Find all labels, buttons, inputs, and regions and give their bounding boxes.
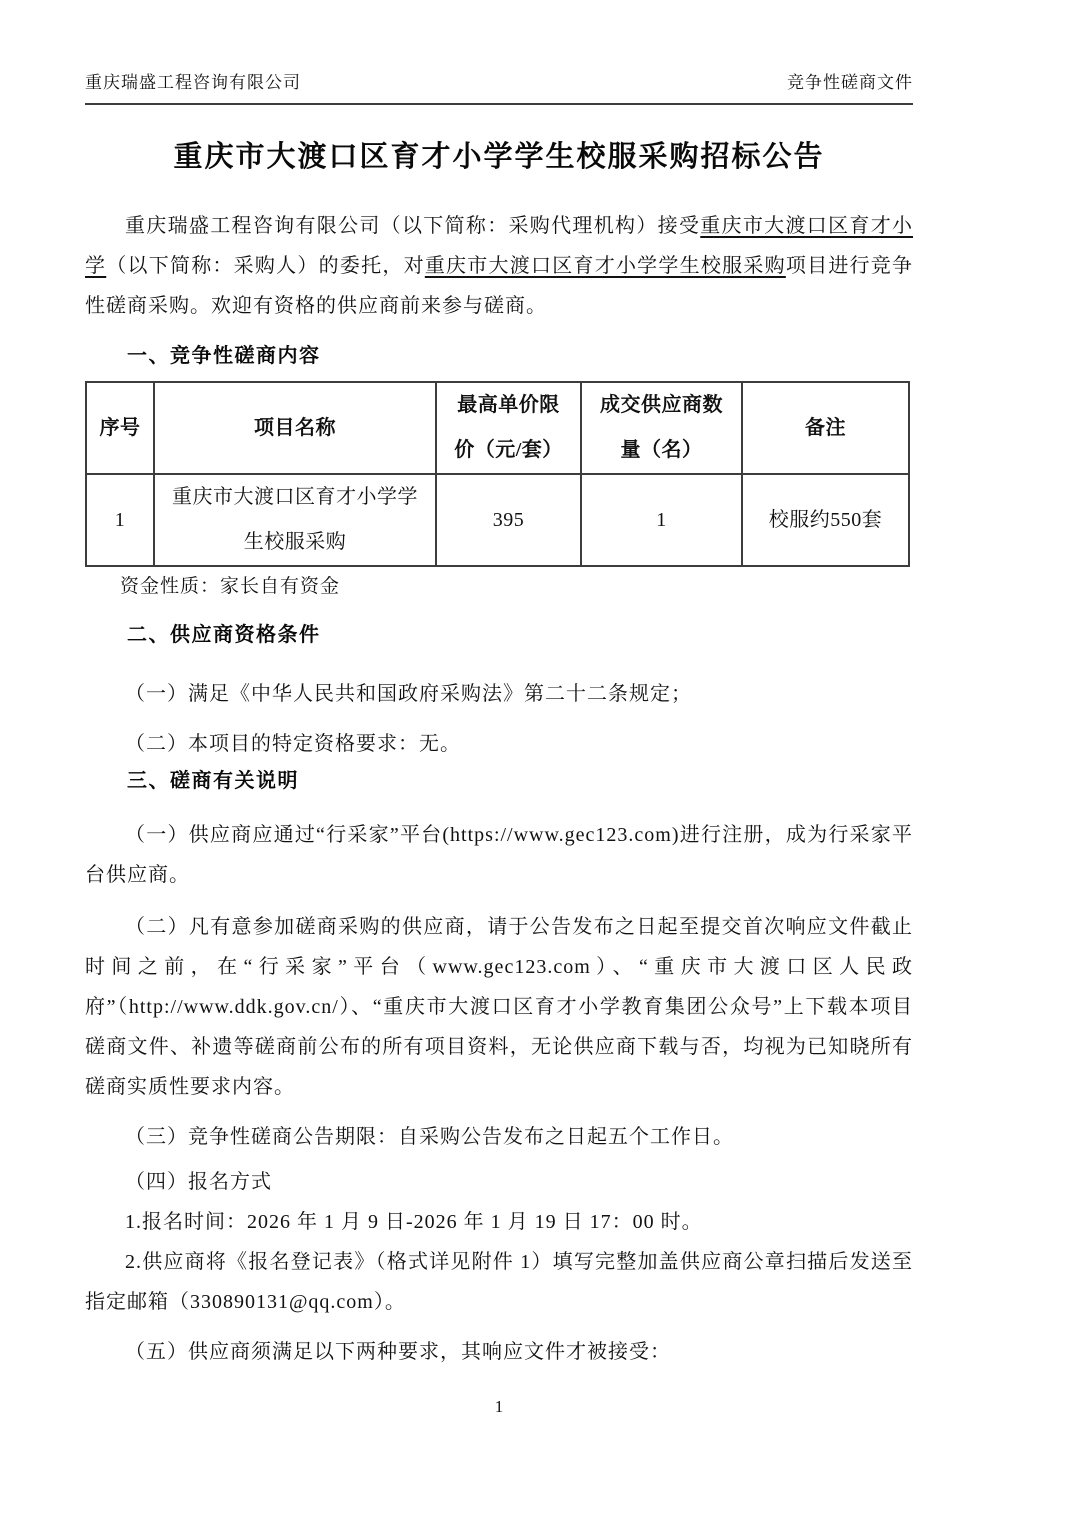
section-2-item-1: （一）满足《中华人民共和国政府采购法》第二十二条规定； bbox=[125, 683, 692, 705]
column-header-supplier-count: 成交供应商数量（名） bbox=[581, 382, 742, 474]
intro-segment-2: （以下简称：采购人）的委托，对 bbox=[106, 255, 425, 277]
intro-segment-3: 项目进行竞争性磋商采购。欢迎有资格的供应商前来参与磋商。 bbox=[85, 255, 914, 317]
cell-max-unit-price: 395 bbox=[436, 474, 581, 566]
cell-remarks: 校服约550套 bbox=[742, 474, 909, 566]
column-header-project-name: 项目名称 bbox=[154, 382, 436, 474]
column-header-max-unit-price: 最高单价限价（元/套） bbox=[436, 382, 581, 474]
header-document-type: 竞争性磋商文件 bbox=[787, 73, 913, 92]
cell-serial-number: 1 bbox=[86, 474, 154, 566]
procurement-items-table bbox=[85, 381, 910, 567]
table-header-row bbox=[86, 382, 909, 474]
intro-underline-project: 重庆市大渡口区育才小学学生校服采购 bbox=[424, 255, 786, 277]
section-1-heading: 一、竞争性磋商内容 bbox=[127, 345, 321, 367]
column-header-remarks: 备注 bbox=[742, 382, 909, 474]
registration-time-line: 1.报名时间：2026 年 1 月 9 日-2026 年 1 月 19 日 17：00 时。 bbox=[125, 1211, 703, 1233]
section-2-heading: 二、供应商资格条件 bbox=[127, 624, 321, 646]
document-title: 重庆市大渡口区育才小学学生校服采购招标公告 bbox=[173, 141, 825, 173]
column-header-serial-number: 序号 bbox=[86, 382, 154, 474]
section-3-item-4-heading: （四）报名方式 bbox=[125, 1171, 272, 1193]
page-number: 1 bbox=[494, 1397, 504, 1416]
section-3-item-3: （三）竞争性磋商公告期限：自采购公告发布之日起五个工作日。 bbox=[125, 1126, 734, 1148]
section-3-item-2: （二）凡有意参加磋商采购的供应商，请于公告发布之日起至提交首次响应文件截止时间之前，在“行采家”平台（www.gec123.com）、“重庆市大渡口区人民政府”（http://www.ddk.gov.cn/）、“重庆市大渡口区育才小学教育集团公众号”上下载本项目磋商文件、补遗等磋商前公布的所有项目资料，无论供应商下载与否，均视为已知晓所有磋商实质性要求内容。 bbox=[85, 916, 913, 1098]
intro-underline-purchaser: 重庆市大渡口区育才小学 bbox=[85, 215, 914, 277]
funding-source-note: 资金性质：家长自有资金 bbox=[120, 576, 341, 597]
cell-supplier-count: 1 bbox=[581, 474, 742, 566]
intro-paragraph bbox=[85, 206, 913, 326]
table-row bbox=[86, 474, 909, 566]
intro-segment-1: 重庆瑞盛工程咨询有限公司（以下简称：采购代理机构）接受 bbox=[125, 215, 701, 237]
section-3-heading: 三、磋商有关说明 bbox=[127, 770, 299, 792]
section-2-item-2: （二）本项目的特定资格要求：无。 bbox=[125, 733, 461, 755]
header-agency-name: 重庆瑞盛工程咨询有限公司 bbox=[85, 73, 301, 92]
section-3-item-1: （一）供应商应通过“行采家”平台(https://www.gec123.com)进行注册，成为行采家平台供应商。 bbox=[85, 824, 913, 886]
section-3-item-5: （五）供应商须满足以下两种要求，其响应文件才被接受： bbox=[125, 1341, 671, 1363]
registration-form-line: 2.供应商将《报名登记表》（格式详见附件 1）填写完整加盖供应商公章扫描后发送至指定邮箱（330890131@qq.com）。 bbox=[85, 1251, 913, 1313]
document-content bbox=[85, 0, 913, 1372]
page-header bbox=[85, 0, 913, 105]
cell-project-name: 重庆市大渡口区育才小学学生校服采购 bbox=[154, 474, 436, 566]
